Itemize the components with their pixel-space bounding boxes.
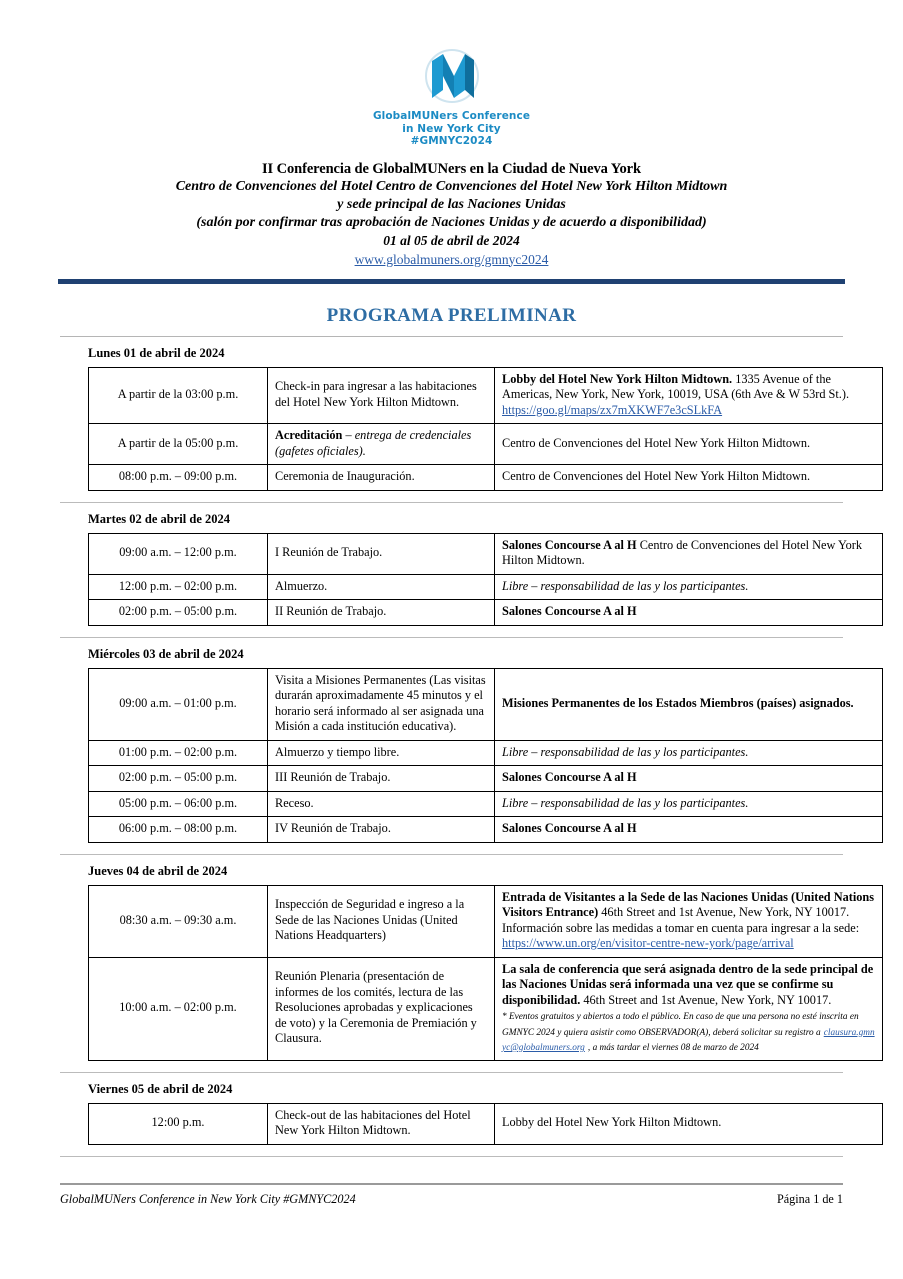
table-row xyxy=(89,885,883,957)
location-line xyxy=(502,604,875,620)
cell-time: A partir de la 05:00 p.m. xyxy=(89,424,268,465)
cell-time: 02:00 p.m. – 05:00 p.m. xyxy=(89,766,268,792)
day-section-divider xyxy=(60,1072,843,1073)
location-link[interactable]: clausura.gmnyc@globalmuners.org xyxy=(502,1027,875,1053)
cell-location xyxy=(495,574,883,600)
location-strong: Lobby del Hotel New York Hilton Midtown. xyxy=(502,371,733,386)
cell-time: 08:00 p.m. – 09:00 p.m. xyxy=(89,465,268,491)
cell-location xyxy=(495,668,883,740)
cell-location xyxy=(495,367,883,424)
location-text: Centro de Convenciones del Hotel New York Hilton Midtown. xyxy=(502,537,863,567)
activity-text: Check-out de las habitaciones del Hotel New York Hilton Midtown. xyxy=(275,1107,471,1137)
activity-text: Almuerzo y tiempo libre. xyxy=(275,744,400,759)
location-text: Centro de Convenciones del Hotel New York Hilton Midtown. xyxy=(502,435,811,450)
location-strong: La sala de conferencia que será asignada dentro de la sede principal de las Naciones Unidas será informada una vez que se confirme su disponibilidad. xyxy=(502,961,874,1007)
location-strong: Salones Concourse A al H xyxy=(502,821,637,835)
table-row xyxy=(89,424,883,465)
table-row xyxy=(89,740,883,766)
schedule-table xyxy=(88,1103,883,1145)
activity-text: Check-in para ingresar a las habitaciones del Hotel New York Hilton Midtown. xyxy=(275,379,477,409)
activity-line xyxy=(275,770,487,786)
cell-activity xyxy=(268,740,495,766)
conference-title: II Conferencia de GlobalMUNers en la Ciudad de Nueva York xyxy=(262,160,641,177)
location-line xyxy=(502,921,875,937)
cell-activity xyxy=(268,791,495,817)
header-divider xyxy=(58,279,845,284)
table-row xyxy=(89,1103,883,1144)
cell-location xyxy=(495,791,883,817)
footer-page-number: Página 1 de 1 xyxy=(776,1192,843,1206)
table-row xyxy=(89,465,883,491)
schedule-table xyxy=(88,885,883,1061)
cell-activity xyxy=(268,817,495,843)
conference-subtitle-3: (salón por confirmar tras aprobación de Naciones Unidas y de acuerdo a disponibilidad) xyxy=(196,214,707,230)
table-row xyxy=(89,817,883,843)
conference-subtitle-1: Centro de Convenciones del Hotel Centro de Convenciones del Hotel New York Hilton Midtown xyxy=(175,178,728,194)
table-row xyxy=(89,766,883,792)
cell-location xyxy=(495,600,883,626)
cell-location xyxy=(495,817,883,843)
day-section-divider xyxy=(60,1156,843,1157)
activity-text: Visita a Misiones Permanentes (Las visitas durarán aproximadamente 45 minutos y el horario será informado al ser asignada una Misión a cada institución educativa). xyxy=(275,672,486,733)
day-heading: Lunes 01 de abril de 2024 xyxy=(88,345,225,360)
day-section xyxy=(0,864,903,1073)
day-section xyxy=(0,512,903,638)
location-line xyxy=(502,796,875,812)
activity-line xyxy=(275,469,487,485)
cell-location xyxy=(495,957,883,1060)
cell-activity xyxy=(268,465,495,491)
activity-line xyxy=(275,821,487,837)
day-section xyxy=(0,647,903,855)
cell-time: 12:00 p.m. – 02:00 p.m. xyxy=(89,574,268,600)
cell-activity xyxy=(268,766,495,792)
activity-strong: Acreditación xyxy=(275,428,343,442)
cell-time: A partir de la 03:00 p.m. xyxy=(89,367,268,424)
activity-text: I Reunión de Trabajo. xyxy=(275,545,383,560)
day-heading: Viernes 05 de abril de 2024 xyxy=(88,1081,233,1096)
cell-activity xyxy=(268,885,495,957)
cell-activity xyxy=(268,1103,495,1144)
schedule-table xyxy=(88,533,883,626)
activity-text: II Reunión de Trabajo. xyxy=(275,604,387,618)
cell-location xyxy=(495,1103,883,1144)
conference-website-link[interactable]: www.globalmuners.org/gmnyc2024 xyxy=(354,251,549,267)
activity-line xyxy=(275,745,487,761)
location-text: 46th Street and 1st Avenue, New York, NY 10017. xyxy=(601,905,850,919)
location-line xyxy=(502,821,875,837)
table-row xyxy=(89,367,883,424)
activity-text: III Reunión de Trabajo. xyxy=(275,770,391,784)
cell-time: 02:00 p.m. – 05:00 p.m. xyxy=(89,600,268,626)
cell-time: 05:00 p.m. – 06:00 p.m. xyxy=(89,791,268,817)
table-row xyxy=(89,957,883,1060)
page-footer xyxy=(60,1192,843,1207)
location-text: Información sobre las medidas a tomar en cuenta para ingresar a la sede: xyxy=(502,920,860,935)
activity-text: Reunión Plenaria (presentación de informes de los comités, lectura de las Resoluciones aprobadas y explicaciones de voto) y la Ceremonia de Premiación y Clausura. xyxy=(275,969,477,1046)
schedule-table xyxy=(88,668,883,843)
location-text: 46th Street and 1st Avenue, New York, NY 10017. xyxy=(583,992,832,1007)
location-strong: Salones Concourse A al H xyxy=(502,604,637,618)
globalmuners-m-logo-icon xyxy=(416,46,488,108)
location-note: , a más tardar el viernes 08 de marzo de 2024 xyxy=(587,1043,759,1053)
location-em: Libre – responsabilidad de las y los participantes. xyxy=(502,795,749,810)
cell-activity xyxy=(268,600,495,626)
location-note: * Eventos gratuitos y abiertos a todo el público. En caso de que una persona no esté inscrita en GMNYC 2024 y quiera asistir como OBSERVADOR(A), deberá solicitar su registro a xyxy=(502,1012,859,1038)
logo-line-3: #GMNYC2024 xyxy=(410,135,493,147)
location-text: Centro de Convenciones del Hotel New York Hilton Midtown. xyxy=(502,469,811,483)
location-line xyxy=(502,696,875,712)
day-section-divider xyxy=(60,637,843,638)
day-section xyxy=(0,346,903,503)
location-em: Libre – responsabilidad de las y los participantes. xyxy=(502,744,749,759)
footer-conference-name: GlobalMUNers Conference in New York City #GMNYC2024 xyxy=(60,1192,356,1206)
activity-line xyxy=(275,796,487,812)
location-line xyxy=(502,890,875,921)
location-strong: Entrada de Visitantes a la Sede de las Naciones Unidas (United Nations Visitors Entrance) xyxy=(502,889,875,919)
cell-location xyxy=(495,766,883,792)
cell-activity xyxy=(268,367,495,424)
activity-line xyxy=(275,673,487,735)
header-title-block xyxy=(0,160,903,269)
location-line xyxy=(502,936,875,952)
cell-location xyxy=(495,533,883,574)
cell-activity xyxy=(268,424,495,465)
program-title-divider xyxy=(60,336,843,337)
day-heading: Miércoles 03 de abril de 2024 xyxy=(88,646,244,661)
activity-line xyxy=(275,579,487,595)
logo-line-2: in New York City xyxy=(402,122,501,135)
cell-activity xyxy=(268,957,495,1060)
schedule-table xyxy=(88,367,883,491)
location-line xyxy=(502,538,875,569)
cell-activity xyxy=(268,668,495,740)
cell-time: 09:00 a.m. – 01:00 p.m. xyxy=(89,668,268,740)
cell-time: 12:00 p.m. xyxy=(89,1103,268,1144)
location-link[interactable]: https://goo.gl/maps/zx7mXKWF7e3cSLkFA xyxy=(502,402,723,417)
cell-location xyxy=(495,885,883,957)
activity-line xyxy=(275,1108,487,1139)
cell-location xyxy=(495,740,883,766)
activity-text: Almuerzo. xyxy=(275,578,328,593)
activity-em: – entrega de credenciales (gafetes oficiales). xyxy=(275,428,472,458)
location-line xyxy=(502,770,875,786)
activity-text: Inspección de Seguridad e ingreso a la Sede de las Naciones Unidas (United Nations Headquarters) xyxy=(275,897,465,943)
cell-time: 09:00 a.m. – 12:00 p.m. xyxy=(89,533,268,574)
activity-line xyxy=(275,969,487,1047)
cell-location xyxy=(495,424,883,465)
footer-divider xyxy=(60,1183,843,1186)
activity-text: IV Reunión de Trabajo. xyxy=(275,821,391,835)
day-section-divider xyxy=(60,502,843,503)
conference-subtitle-2: y sede principal de las Naciones Unidas xyxy=(337,196,566,212)
cell-time: 10:00 a.m. – 02:00 p.m. xyxy=(89,957,268,1060)
location-line xyxy=(502,403,875,419)
location-line xyxy=(502,745,875,761)
cell-time: 01:00 p.m. – 02:00 p.m. xyxy=(89,740,268,766)
location-strong: Misiones Permanentes de los Estados Miembros (países) asignados. xyxy=(502,695,854,710)
page-title: PROGRAMA PRELIMINAR xyxy=(326,304,577,326)
location-text: Lobby del Hotel New York Hilton Midtown. xyxy=(502,1115,722,1130)
activity-text: Ceremonia de Inauguración. xyxy=(275,469,415,483)
location-line xyxy=(502,579,875,595)
day-heading: Jueves 04 de abril de 2024 xyxy=(88,863,228,878)
table-row xyxy=(89,791,883,817)
cell-activity xyxy=(268,574,495,600)
activity-line xyxy=(275,428,487,459)
location-em: Libre – responsabilidad de las y los participantes. xyxy=(502,578,749,593)
activity-line xyxy=(275,545,487,561)
activity-text: Receso. xyxy=(275,795,314,810)
day-section xyxy=(0,1082,903,1157)
activity-line xyxy=(275,897,487,944)
logo-line-1: GlobalMUNers Conference xyxy=(372,110,531,122)
day-section-divider xyxy=(60,854,843,855)
table-row xyxy=(89,600,883,626)
location-line xyxy=(502,469,875,485)
location-line xyxy=(502,436,875,452)
cell-time: 06:00 p.m. – 08:00 p.m. xyxy=(89,817,268,843)
cell-activity xyxy=(268,533,495,574)
location-line xyxy=(502,1115,875,1131)
location-link[interactable]: https://www.un.org/en/visitor-centre-new-york/page/arrival xyxy=(502,936,794,950)
conference-dates: 01 al 05 de abril de 2024 xyxy=(383,232,520,248)
table-row xyxy=(89,574,883,600)
location-line xyxy=(502,372,875,403)
activity-line xyxy=(275,379,487,410)
activity-line xyxy=(275,604,487,620)
schedule-root xyxy=(0,346,903,1157)
location-strong: Salones Concourse A al H xyxy=(502,770,637,784)
table-row xyxy=(89,533,883,574)
conference-logo xyxy=(0,0,903,148)
table-row xyxy=(89,668,883,740)
location-text: 1335 Avenue of the Americas, New York, New York, 10019, USA (6th Ave & W 53rd St.). xyxy=(502,371,850,401)
cell-time: 08:30 a.m. – 09:30 a.m. xyxy=(89,885,268,957)
day-heading: Martes 02 de abril de 2024 xyxy=(88,511,230,526)
location-strong: Salones Concourse A al H xyxy=(502,537,637,552)
cell-location xyxy=(495,465,883,491)
location-line xyxy=(502,962,875,1009)
